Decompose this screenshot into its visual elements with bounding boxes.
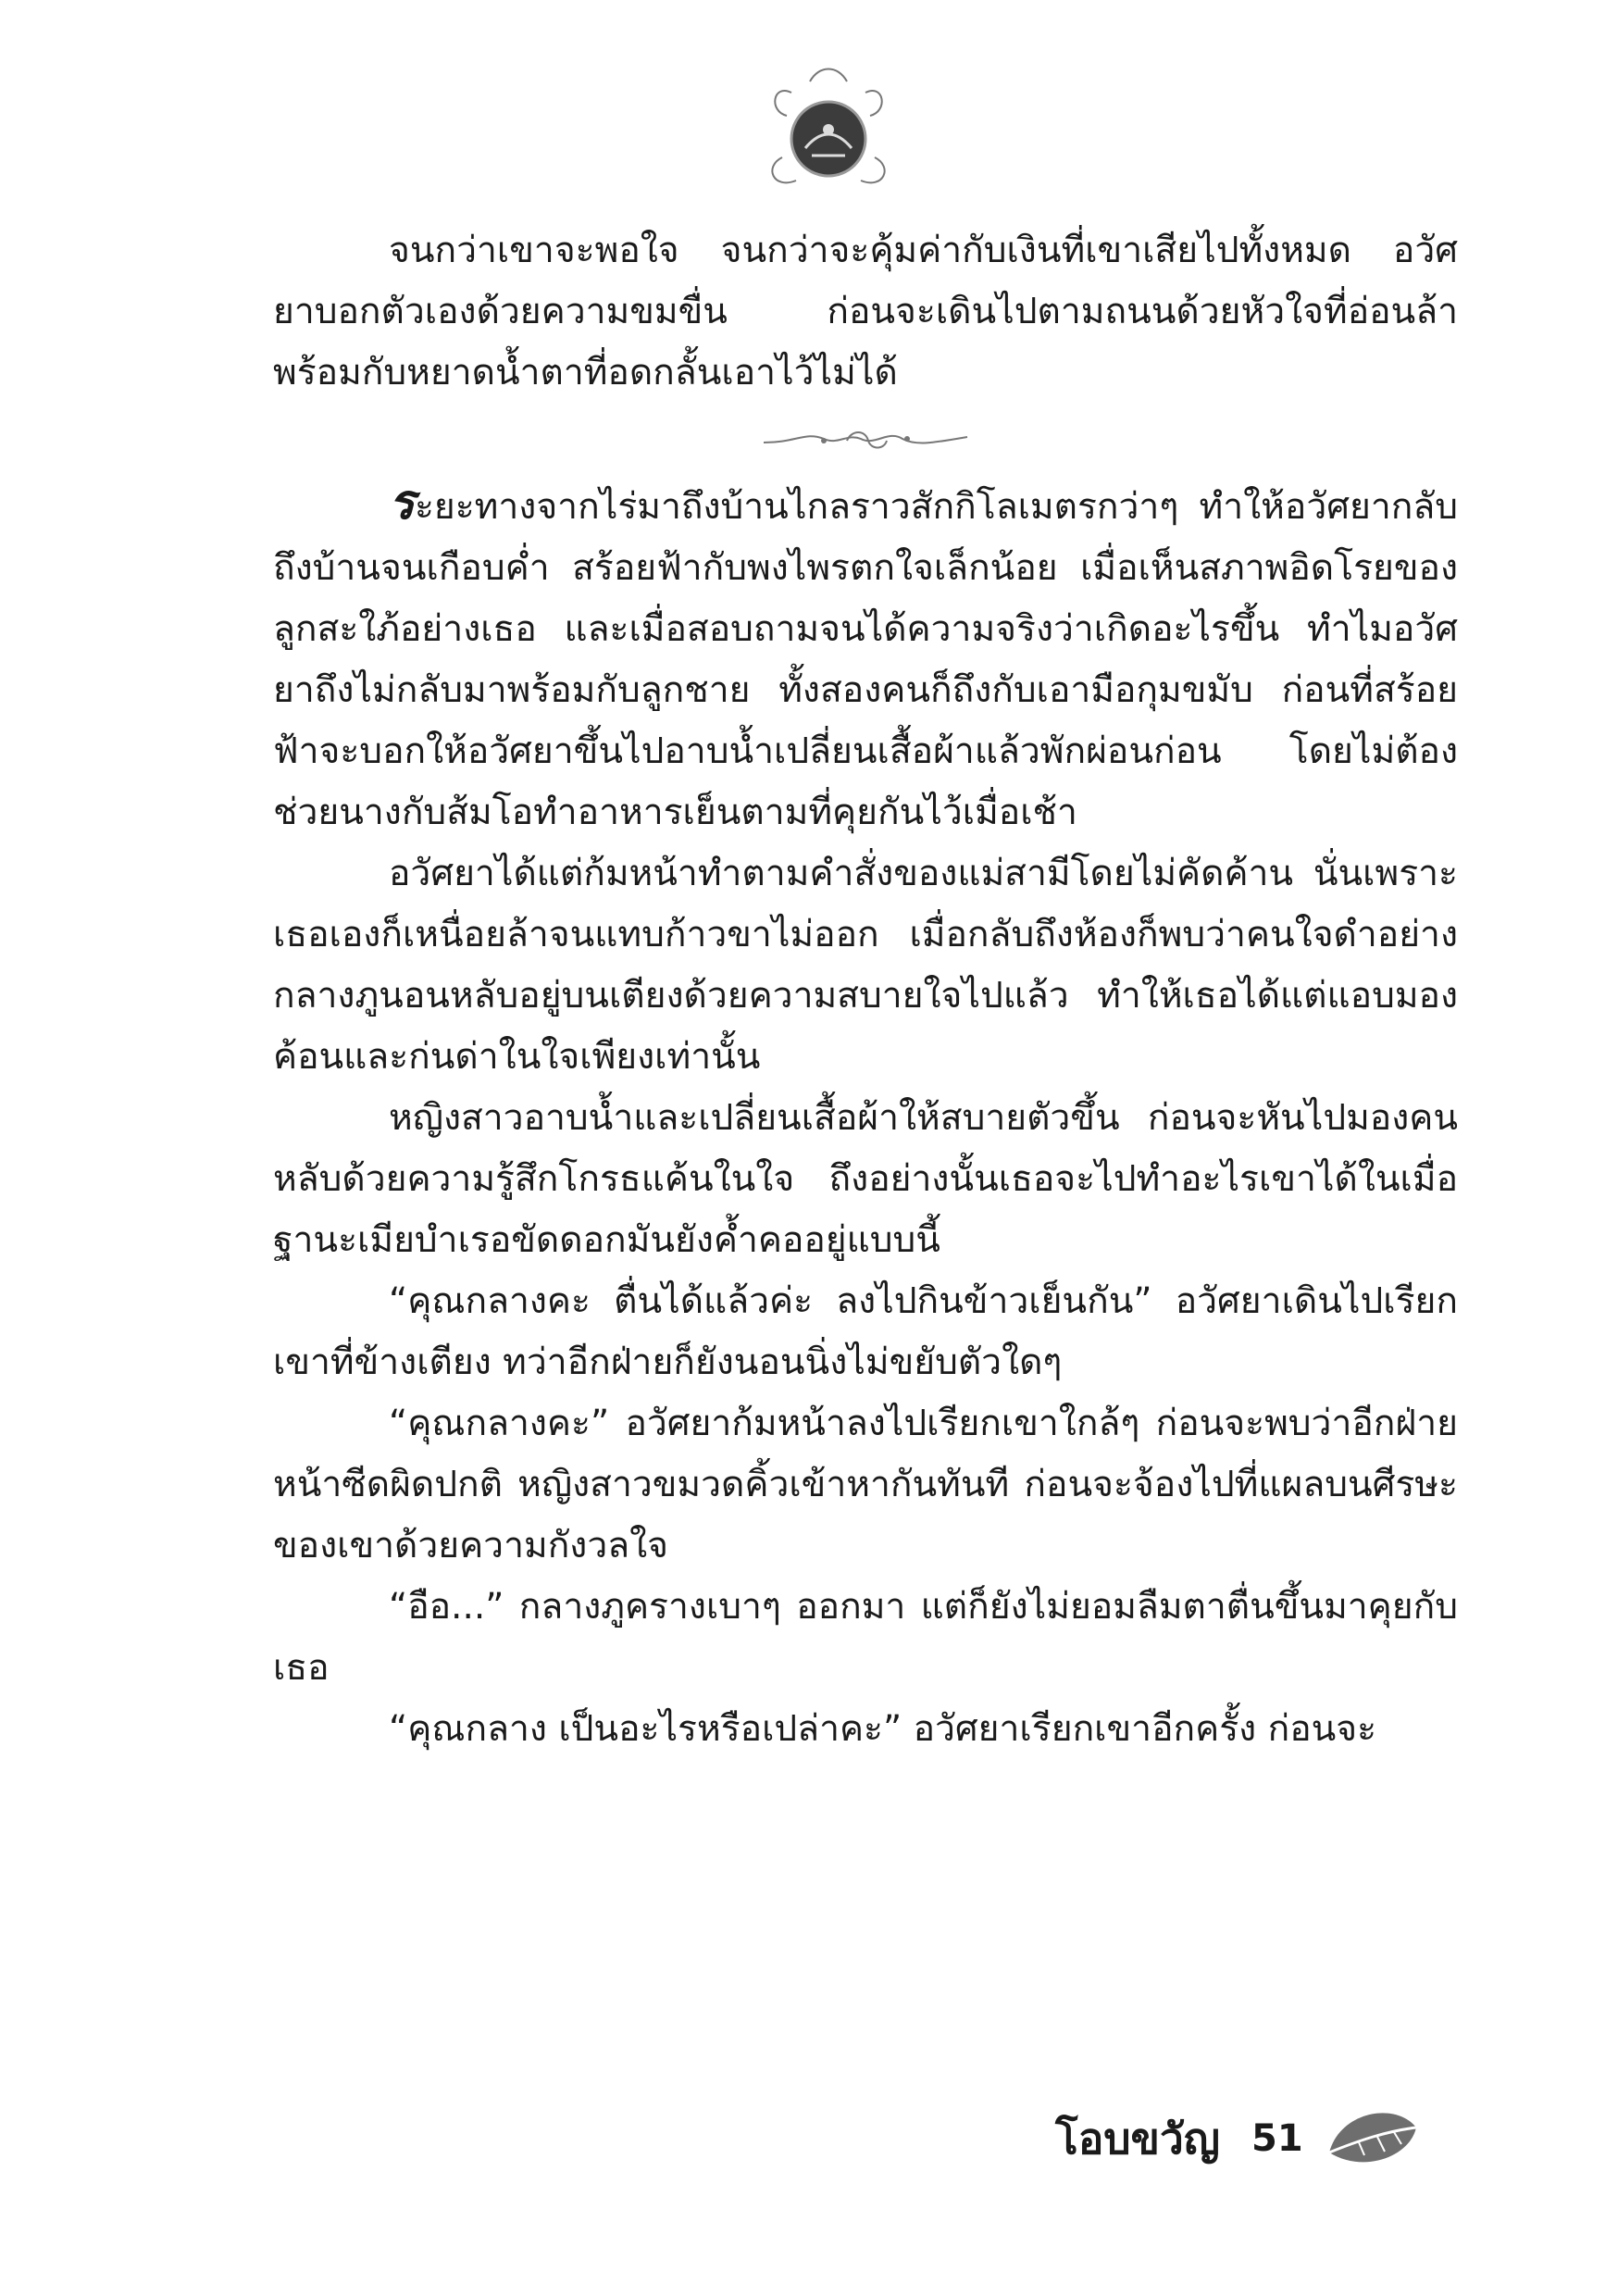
paragraph: “คุณกลางคะ ตื่นได้แล้วค่ะ ลงไปกินข้าวเย็นกัน” อวัศยาเดินไปเรียกเขาที่ข้างเตียง ทว่าอีกฝ่ายก็ยังนอนนิ่งไม่ขยับตัวใดๆ — [273, 1280, 1458, 1383]
paragraph: “อือ...” กลางภูครางเบาๆ ออกมา แต่ก็ยังไม่ยอมลืมตาตื่นขึ้นมาคุยกับเธอ — [273, 1586, 1458, 1689]
paragraph: “คุณกลาง เป็นอะไรหรือเปล่าคะ” อวัศยาเรียกเขาอีกครั้ง ก่อนจะ — [389, 1708, 1377, 1750]
page-number: 51 — [1251, 2117, 1303, 2160]
paragraph: “คุณกลางคะ” อวัศยาก้มหน้าลงไปเรียกเขาใกล้ๆ ก่อนจะพบว่าอีกฝ่ายหน้าซีดผิดปกติ หญิงสาวขมวดคิ้วเข้าหากันทันที ก่อนจะจ้องไปที่แผลบนศีรษะของเขาด้วยความกังวลใจ — [273, 1403, 1458, 1566]
page-footer — [1055, 2102, 1424, 2176]
book-title: โอบขวัญ — [1055, 2113, 1221, 2164]
paragraph: หญิงสาวอาบน้ำและเปลี่ยนเสื้อผ้าให้สบายตัวขึ้น ก่อนจะหันไปมองคนหลับด้วยความรู้สึกโกรธแค้นในใจ ถึงอย่างนั้นเธอจะไปทำอะไรเขาได้ในเมื่อฐานะเมียบำเรอขัดดอกมันยังค้ำคออยู่แบบนี้ — [273, 1097, 1458, 1261]
drop-cap: ร — [389, 475, 415, 530]
leaf-icon — [1322, 2102, 1424, 2176]
paragraph — [273, 472, 1458, 843]
body-text — [273, 220, 1458, 1760]
paragraph-text: ะยะทางจากไร่มาถึงบ้านไกลราวสักกิโลเมตรกว่าๆ ทำให้อวัศยากลับถึงบ้านจนเกือบค่ำ สร้อยฟ้ากับพงไพรตกใจเล็กน้อย เมื่อเห็นสภาพอิดโรยของลูกสะใภ้อย่างเธอ และเมื่อสอบถามจนได้ความจริงว่าเกิดอะไรขึ้น ทำไมอวัศยาถึงไม่กลับมาพร้อมกับลูกชาย ทั้งสองคนก็ถึงกับเอามือกุมขมับ ก่อนที่สร้อยฟ้าจะบอกให้อวัศยาขึ้นไปอาบน้ำเปลี่ยนเสื้อผ้าแล้วพักผ่อนก่อน โดยไม่ต้องช่วยนางกับส้มโอทำอาหารเย็นตามที่คุยกันไว้เมื่อเช้า — [273, 486, 1458, 833]
ornamental-divider-icon — [759, 422, 972, 459]
paragraph: อวัศยาได้แต่ก้มหน้าทำตามคำสั่งของแม่สามีโดยไม่คัดค้าน นั่นเพราะเธอเองก็เหนื่อยล้าจนแทบก้าวขาไม่ออก เมื่อกลับถึงห้องก็พบว่าคนใจดำอย่างกลางภูนอนหลับอยู่บนเตียงด้วยความสบายใจไปแล้ว ทำให้เธอได้แต่แอบมองค้อนและก่นด่าในใจเพียงเท่านั้น — [273, 853, 1458, 1078]
paragraph: จนกว่าเขาจะพอใจ จนกว่าจะคุ้มค่ากับเงินที่เขาเสียไปทั้งหมด อวัศยาบอกตัวเองด้วยความขมขื่น ก่อนจะเดินไปตามถนนด้วยหัวใจที่อ่อนล้าพร้อมกับหยาดน้ำตาที่อดกลั้นเอาไว้ไม่ได้ — [273, 230, 1458, 393]
ornamental-emblem-icon — [754, 56, 902, 204]
